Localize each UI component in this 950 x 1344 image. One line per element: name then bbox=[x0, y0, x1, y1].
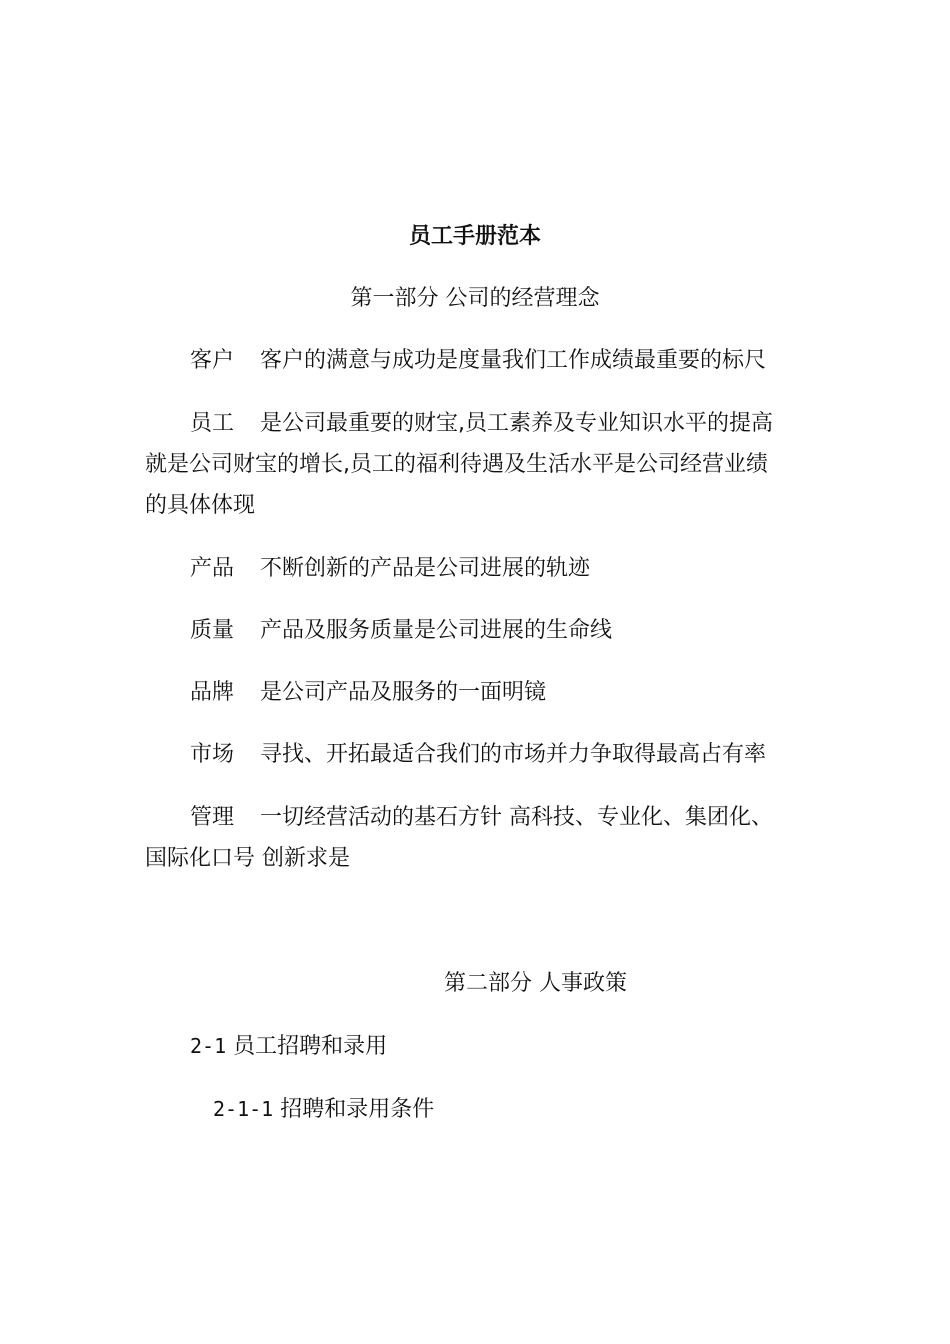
principle-term: 市场 bbox=[190, 742, 235, 767]
principle-brand bbox=[190, 678, 546, 708]
principle-text: 产品及服务质量是公司进展的生命线 bbox=[260, 618, 613, 643]
principle-text: 是公司产品及服务的一面明镜 bbox=[260, 680, 547, 705]
principle-product bbox=[190, 554, 590, 584]
principle-text: 客户的满意与成功是度量我们工作成绩最重要的标尺 bbox=[260, 348, 767, 373]
part1-heading: 第一部分 公司的经营理念 bbox=[350, 286, 600, 311]
principle-employee bbox=[190, 409, 773, 439]
principle-market bbox=[190, 740, 766, 770]
section-number: 2-1-1 bbox=[213, 1097, 274, 1121]
document-title: 员工手册范本 bbox=[408, 224, 541, 249]
principle-text: 是公司最重要的财宝,员工素养及专业知识水平的提高 bbox=[260, 411, 773, 436]
section-title: 员工招聘和录用 bbox=[233, 1034, 388, 1059]
principle-customer bbox=[190, 346, 766, 376]
principle-text: 寻找、开拓最适合我们的市场并力争取得最高占有率 bbox=[260, 742, 767, 767]
principle-term: 产品 bbox=[190, 556, 235, 581]
principle-term: 品牌 bbox=[190, 680, 235, 705]
principle-text: 不断创新的产品是公司进展的轨迹 bbox=[260, 556, 591, 581]
section-title: 招聘和录用条件 bbox=[280, 1097, 435, 1122]
principle-term: 质量 bbox=[190, 618, 235, 643]
principle-text: 一切经营活动的基石方针 高科技、专业化、集团化、 bbox=[260, 805, 773, 830]
section-2-1 bbox=[190, 1031, 387, 1062]
principle-term: 员工 bbox=[190, 411, 235, 436]
section-2-1-1 bbox=[213, 1094, 434, 1125]
section-number: 2-1 bbox=[190, 1034, 227, 1058]
part2-heading: 第二部分 人事政策 bbox=[444, 971, 627, 996]
principle-employee-line3: 的具体体现 bbox=[145, 493, 256, 518]
principle-term: 客户 bbox=[190, 348, 235, 373]
principle-management bbox=[190, 803, 773, 833]
principle-management-line2: 国际化口号 创新求是 bbox=[145, 846, 350, 871]
principle-employee-line2: 就是公司财宝的增长,员工的福利待遇及生活水平是公司经营业绩 bbox=[145, 452, 768, 477]
principle-quality bbox=[190, 616, 612, 646]
principle-term: 管理 bbox=[190, 805, 235, 830]
